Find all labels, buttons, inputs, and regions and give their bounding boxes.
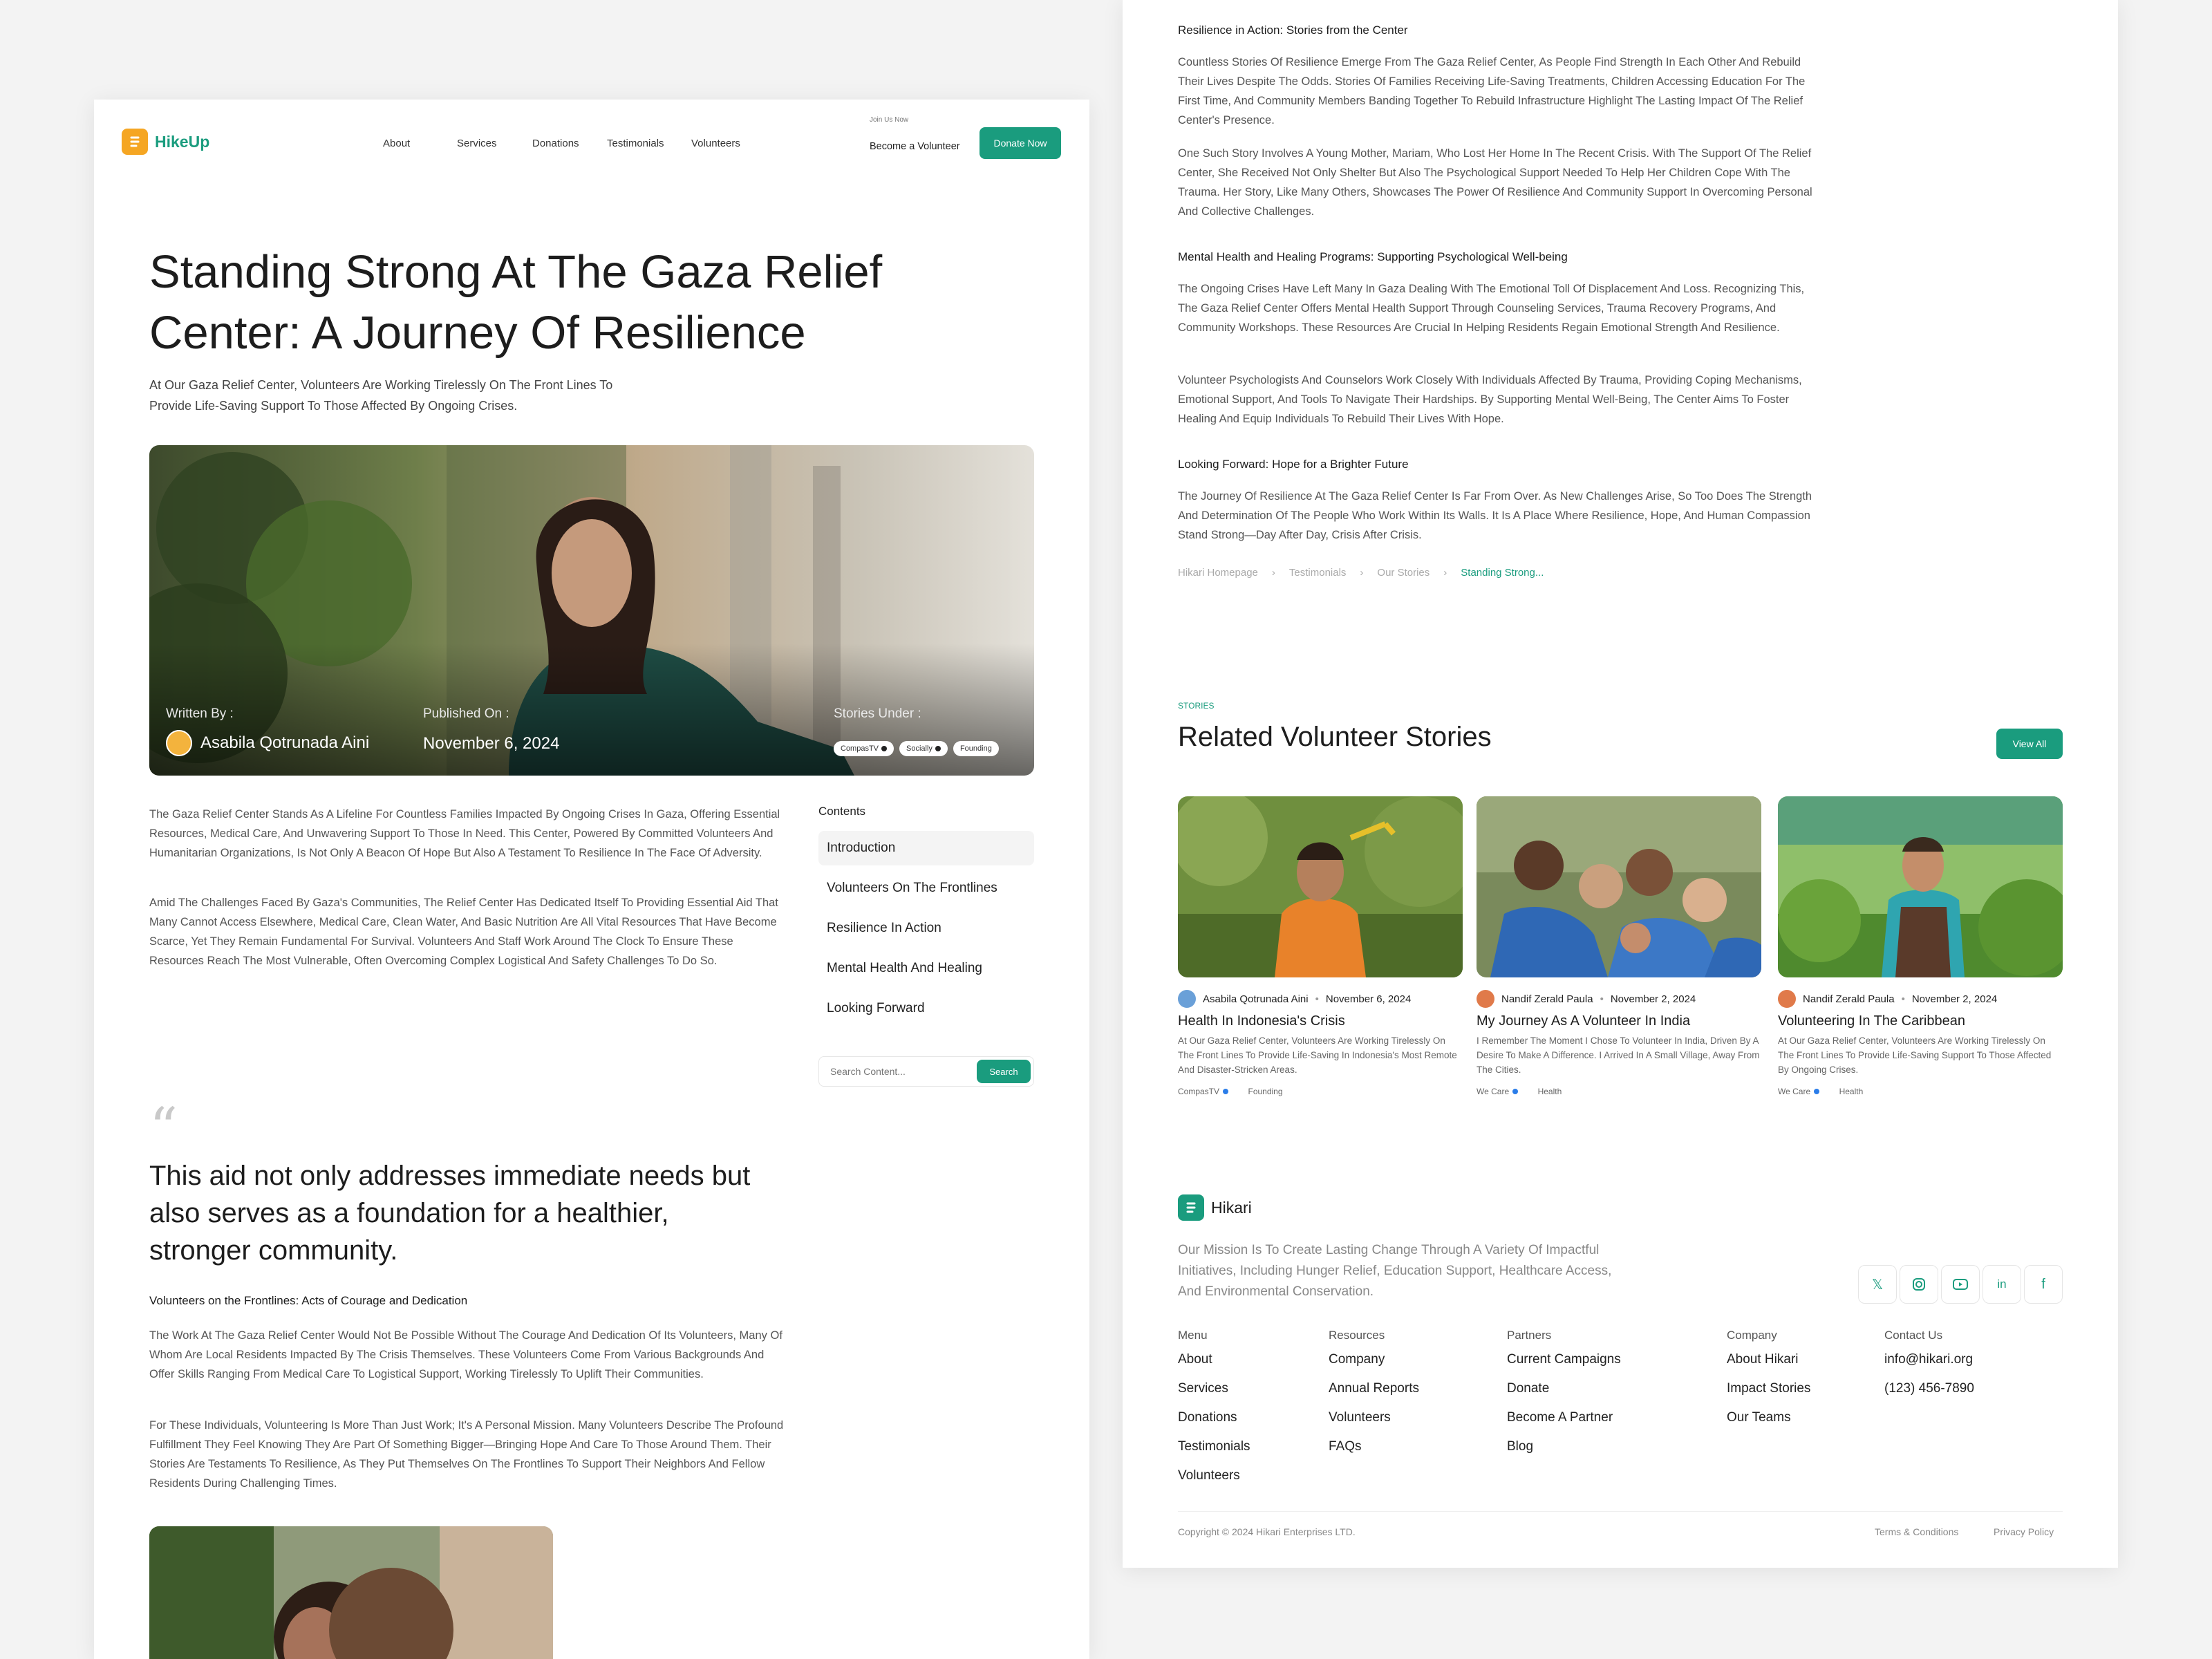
verified-icon: [1814, 1089, 1819, 1094]
quote-icon: “: [149, 1096, 178, 1160]
nav-services[interactable]: Services: [457, 138, 497, 149]
linkedin-icon[interactable]: in: [1983, 1265, 2021, 1304]
footer-mission: Our Mission Is To Create Lasting Change Through A Variety Of Impactful Initiatives, Including Hunger Relief, Education Support, Healthcare Access, And Environmental Conservation.: [1178, 1243, 1612, 1299]
author-avatar: [1477, 990, 1494, 1008]
story-card[interactable]: [1477, 796, 1761, 1098]
intro-paragraph-2: Amid The Challenges Faced By Gaza's Communities, The Relief Center Has Dedicated Itself To Providing Essential Aid That Many Cannot Access Elsewhere, Medical Care, Clean Water, And Basic Nutrition Are All Vital Resources That Have Become Scarce, Yet They Remain Fundamental For Survival. Volunteers And Staff Work Around The Clock To Ensure These Resources Reach The Most Vulnerable, Often Overcoming Complex Logistical And Safety Challenges To Do So.: [149, 897, 778, 967]
tag[interactable]: Health: [1537, 1087, 1562, 1096]
story-image: [1178, 796, 1463, 977]
hero-photo: [149, 445, 1034, 776]
hug-photo: [149, 1526, 553, 1659]
published-label: Published On :: [423, 706, 509, 721]
tag-chip[interactable]: Socially: [899, 741, 948, 756]
toc-title: Contents: [818, 805, 866, 818]
story-image: [1778, 796, 2063, 977]
page-title: Standing Strong At The Gaza Relief Center: A Journey Of Resilience: [149, 246, 883, 359]
privacy-link[interactable]: Privacy Policy: [1994, 1526, 2054, 1537]
card-description: I Remember The Moment I Chose To Volunteer In India, Driven By A Desire To Make A Difference. I Arrived In A Small Village, Away From The Cities.: [1477, 1035, 1760, 1075]
breadcrumb-item[interactable]: Testimonials: [1288, 567, 1347, 579]
breadcrumb-item[interactable]: Our Stories: [1377, 567, 1430, 579]
story-card[interactable]: [1778, 796, 2063, 1098]
verified-icon: [1223, 1089, 1228, 1094]
section-volunteers-p1: The Work At The Gaza Relief Center Would Not Be Possible Without The Courage And Dedication Of Its Volunteers, Many Of Whom Are Local Residents Impacted By The Crisis Themselves. These Volunteers Come From Various Backgrounds And Offer Skills Ranging From Medical Care To Logistical Support, Working Tirelessly To Uplift Their Communities.: [149, 1329, 782, 1380]
chevron-right-icon: ›: [1360, 567, 1364, 579]
related-title: Related Volunteer Stories: [1178, 722, 1492, 752]
join-us-small: Join Us Now: [870, 116, 909, 124]
footer-link[interactable]: Annual Reports: [1329, 1381, 1419, 1396]
donate-now-button[interactable]: Donate Now: [980, 127, 1061, 159]
tag[interactable]: Health: [1839, 1087, 1864, 1096]
card-tags: [1477, 1085, 1761, 1098]
section-volunteers-p2: For These Individuals, Volunteering Is More Than Just Work; It's A Personal Mission. Many Volunteers Describe The Profound Fulfillment They Feel Knowing They Are Part Of Something Bigger—Bringing Hope And Care To Those Around Them. Their Stories Are Testaments To Resilience, As They Put Themselves On The Frontlines To Support Their Neighbors And Fellow Residents During Challenging Times.: [149, 1419, 784, 1490]
footer-logo[interactable]: [1178, 1194, 1252, 1221]
footer-link[interactable]: Impact Stories: [1727, 1381, 1811, 1396]
card-meta: Nandif Zerald Paula • November 2, 2024: [1477, 990, 1761, 1008]
logo-icon: [1178, 1194, 1204, 1221]
footer-link[interactable]: Company: [1329, 1352, 1385, 1367]
breadcrumb: [1178, 567, 1544, 579]
pull-quote: This aid not only addresses immediate needs but also serves as a foundation for a healthier, stronger community.: [149, 1161, 751, 1266]
looking-forward-p1: The Journey Of Resilience At The Gaza Relief Center Is Far From Over. As New Challenges Arise, So Too Does The Strength And Determination Of The People Who Work Within Its Walls. It Is A Place Where Resilience, Hope, And Human Compassion Stand Strong—Day After Day, Crisis After Crisis.: [1178, 490, 1812, 541]
verified-icon: [881, 746, 887, 751]
nav-donations[interactable]: Donations: [532, 138, 579, 149]
written-by-label: Written By :: [166, 706, 234, 721]
footer-col-contact: Contact Us info@hikari.org (123) 456-7890: [1884, 1329, 1974, 1403]
published-date: November 6, 2024: [423, 734, 560, 753]
toc-item-looking-forward[interactable]: Looking Forward: [827, 1001, 925, 1015]
chevron-right-icon: ›: [1271, 567, 1275, 579]
card-description: At Our Gaza Relief Center, Volunteers Are Working Tirelessly On The Front Lines To Provide Life-Saving Support To Those Affected By Ongoing Crises.: [1778, 1035, 2052, 1075]
tag[interactable]: We Care: [1477, 1087, 1518, 1096]
stories-label: STORIES: [1178, 701, 1215, 711]
verified-icon: [1512, 1089, 1518, 1094]
copyright: Copyright © 2024 Hikari Enterprises LTD.: [1178, 1526, 1356, 1537]
author-avatar: [1778, 990, 1796, 1008]
tag[interactable]: We Care: [1778, 1087, 1819, 1096]
footer-link[interactable]: Donations: [1178, 1410, 1237, 1425]
hug-image: [149, 1526, 553, 1659]
nav-about[interactable]: About: [383, 138, 411, 149]
footer-link[interactable]: Services: [1178, 1381, 1228, 1396]
section-title-mental-health: Mental Health and Healing Programs: Supporting Psychological Well-being: [1178, 250, 1568, 263]
footer-link[interactable]: Blog: [1507, 1439, 1534, 1454]
nav-volunteers[interactable]: Volunteers: [691, 138, 740, 149]
search-input[interactable]: [829, 1062, 967, 1080]
footer-brand: Hikari: [1211, 1198, 1252, 1217]
chevron-right-icon: ›: [1443, 567, 1447, 579]
tag-chip[interactable]: Founding: [953, 741, 999, 756]
search-box: [818, 1056, 1034, 1087]
resilience-p1: Countless Stories Of Resilience Emerge From The Gaza Relief Center, As People Find Strength In Each Other And Rebuild Their Lives Despite The Odds. Stories Of Families Receiving Life-Saving Treatments, Children Accessing Education For The First Time, And Community Members Banding Together To Rebuild Infrastructure Highlight The Lasting Impact Of The Relief Center's Presence.: [1178, 56, 1806, 126]
toc-item-introduction[interactable]: Introduction: [818, 831, 1034, 865]
stories-under-label: Stories Under :: [834, 706, 921, 721]
story-card[interactable]: [1178, 796, 1463, 1098]
contact-phone[interactable]: (123) 456-7890: [1884, 1381, 1974, 1396]
footer-link[interactable]: Donate: [1507, 1381, 1550, 1396]
author-avatar: [166, 730, 192, 756]
section-title-resilience: Resilience in Action: Stories from the Center: [1178, 24, 1408, 37]
hero-author: [166, 730, 369, 756]
footer-link[interactable]: Volunteers: [1178, 1468, 1240, 1483]
contact-email[interactable]: info@hikari.org: [1884, 1352, 1974, 1367]
toc-item-resilience[interactable]: Resilience In Action: [827, 921, 941, 935]
card-title[interactable]: Volunteering In The Caribbean: [1778, 1013, 1965, 1029]
page-subtitle: At Our Gaza Relief Center, Volunteers Are Working Tirelessly On The Front Lines To Provide Life-Saving Support To Those Affected By Ongoing Crises.: [149, 378, 613, 413]
mental-health-p2: Volunteer Psychologists And Counselors Work Closely With Individuals Affected By Trauma, Providing Coping Mechanisms, Emotional Support, And Tools To Navigate Their Hardships. By Supporting Mental Well-Being, The Center Aims To Foster Healing And Equip Individuals To Rebuild Their Lives With Hope.: [1178, 374, 1802, 425]
section-title-volunteers: Volunteers on the Frontlines: Acts of Courage and Dedication: [149, 1294, 468, 1307]
author-avatar: [1178, 990, 1196, 1008]
footer-col-resources: Resources Company Annual Reports Volunteers FAQs: [1329, 1329, 1419, 1461]
footer-link[interactable]: Become A Partner: [1507, 1410, 1613, 1425]
footer-link[interactable]: About: [1178, 1352, 1212, 1367]
card-meta: Nandif Zerald Paula • November 2, 2024: [1778, 990, 2063, 1008]
footer-link[interactable]: Volunteers: [1329, 1410, 1391, 1425]
hero-tags: [834, 741, 1004, 756]
tag[interactable]: Founding: [1248, 1087, 1283, 1096]
footer-link[interactable]: FAQs: [1329, 1439, 1362, 1454]
footer-col-partners: Partners Current Campaigns Donate Become A Partner Blog: [1507, 1329, 1621, 1461]
become-volunteer-link[interactable]: Become a Volunteer: [870, 141, 960, 152]
card-title[interactable]: Health In Indonesia's Crisis: [1178, 1013, 1345, 1029]
intro-paragraph-1: The Gaza Relief Center Stands As A Lifeline For Countless Families Impacted By Ongoing Crises In Gaza, Offering Essential Resources, Medical Care, And Unwavering Support To Those In Need. This Center, Powered By Committed Volunteers And Humanitarian Organizations, Is Not Only A Beacon Of Hope But Also A Testament To Resilience In The Face Of Adversity.: [149, 808, 780, 859]
logo-icon: [122, 129, 148, 155]
toc-item-volunteers[interactable]: Volunteers On The Frontlines: [827, 881, 997, 895]
x-icon[interactable]: 𝕏: [1858, 1265, 1897, 1304]
terms-link[interactable]: Terms & Conditions: [1875, 1526, 1959, 1537]
footer-col-menu: Menu About Services Donations Testimonials Volunteers: [1178, 1329, 1250, 1490]
article-page: [94, 100, 1089, 1659]
article-continued-page: [1123, 0, 2118, 1568]
card-meta: Asabila Qotrunada Aini • November 6, 2024: [1178, 990, 1463, 1008]
resilience-p2: One Such Story Involves A Young Mother, Mariam, Who Lost Her Home In The Recent Crisis. With The Support Of The Relief Center, She Received Not Only Shelter But Also The Psychological Support Needed To Help Her Children Cope With The Trauma. Her Story, Like Many Others, Showcases The Power Of Resilience And Community Support In Overcoming Personal And Collective Challenges.: [1178, 147, 1812, 218]
view-all-button[interactable]: View All: [1996, 729, 2063, 759]
mental-health-p1: The Ongoing Crises Have Left Many In Gaza Dealing With The Emotional Toll Of Displacement And Loss. Recognizing This, The Gaza Relief Center Offers Mental Health Support Through Counseling Services, Trauma Recovery Programs, And Community Workshops. These Resources Are Crucial In Helping Residents Regain Emotional Strength And Resilience.: [1178, 283, 1805, 334]
nav-testimonials[interactable]: Testimonials: [607, 138, 664, 149]
footer-link[interactable]: Testimonials: [1178, 1439, 1250, 1454]
breadcrumb-current: Standing Strong...: [1461, 567, 1544, 579]
tag[interactable]: CompasTV: [1178, 1087, 1228, 1096]
facebook-icon[interactable]: f: [2024, 1265, 2063, 1304]
card-title[interactable]: My Journey As A Volunteer In India: [1477, 1013, 1691, 1029]
footer-divider: [1178, 1511, 2063, 1512]
table-of-contents: [818, 805, 1034, 1077]
tag-chip[interactable]: CompasTV: [834, 741, 894, 756]
story-image: [1477, 796, 1761, 977]
logo[interactable]: [122, 129, 209, 155]
toc-item-mental-health[interactable]: Mental Health And Healing: [827, 961, 982, 975]
brand-name: HikeUp: [155, 132, 210, 151]
author-name: Asabila Qotrunada Aini: [200, 733, 370, 752]
card-tags: [1178, 1085, 1463, 1098]
verified-icon: [935, 746, 941, 751]
footer-link[interactable]: Our Teams: [1727, 1410, 1791, 1425]
instagram-icon[interactable]: [1900, 1265, 1938, 1304]
section-title-looking-forward: Looking Forward: Hope for a Brighter Future: [1178, 458, 1409, 471]
card-tags: [1778, 1085, 2063, 1098]
footer-link[interactable]: About Hikari: [1727, 1352, 1799, 1367]
card-description: At Our Gaza Relief Center, Volunteers Are Working Tirelessly On The Front Lines To Provide Life-Saving In Indonesia's Most Remote And Disaster-Stricken Areas.: [1178, 1035, 1457, 1075]
footer-link[interactable]: Current Campaigns: [1507, 1352, 1621, 1367]
youtube-icon[interactable]: [1941, 1265, 1980, 1304]
breadcrumb-item[interactable]: Hikari Homepage: [1178, 567, 1258, 579]
search-button[interactable]: Search: [977, 1060, 1031, 1083]
footer-col-company: Company About Hikari Impact Stories Our Teams: [1727, 1329, 1810, 1432]
hero-image: [149, 445, 1034, 776]
